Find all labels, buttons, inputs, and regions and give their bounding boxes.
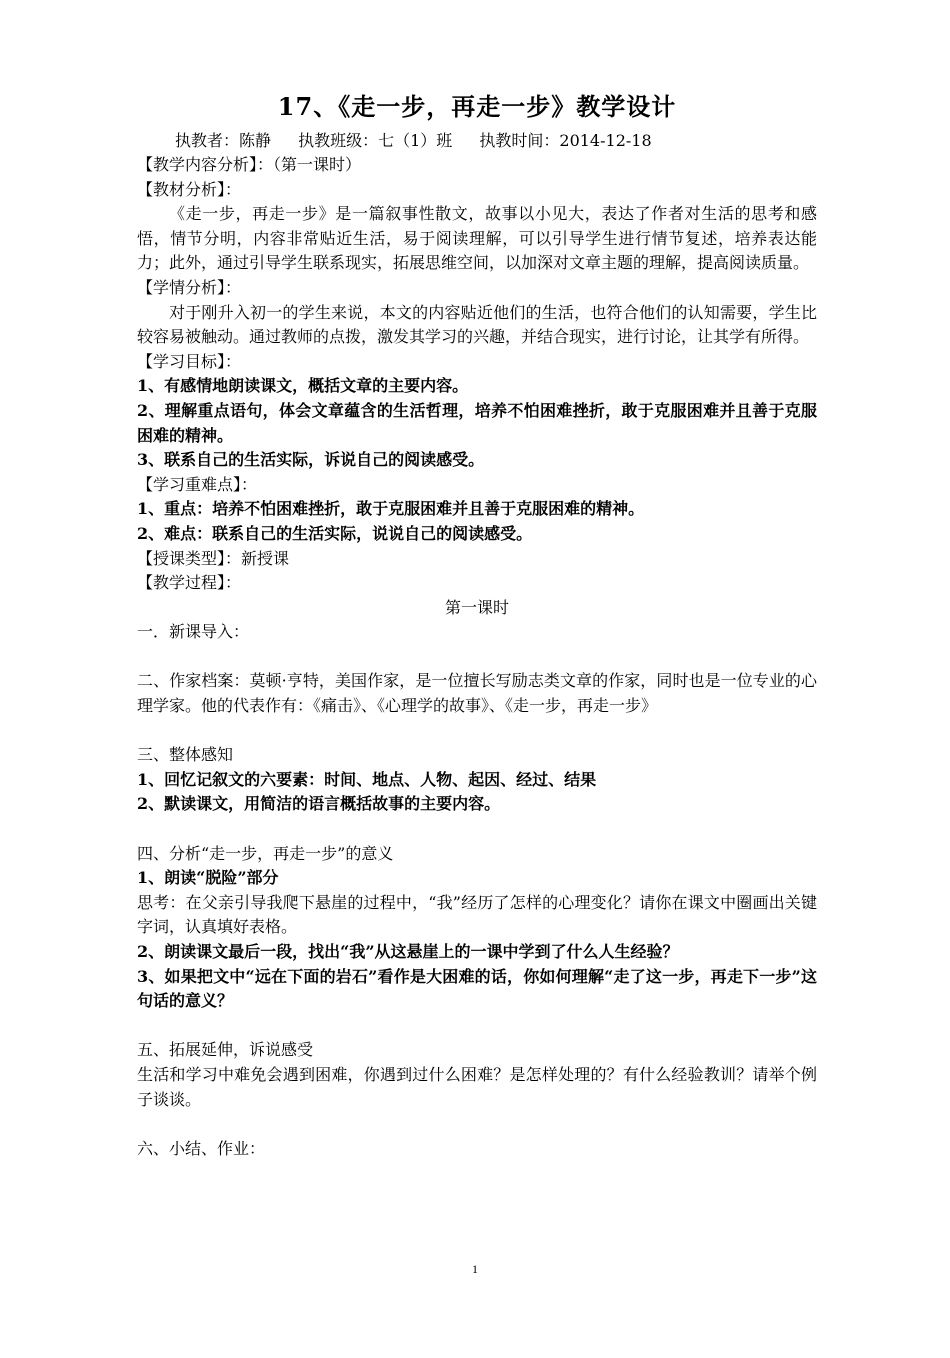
meaning-item: 3、如果把文中“远在下面的岩石”看作是大困难的话，你如何理解“走了这一步，再走下一步”这句话的意义？ xyxy=(137,966,817,1011)
page-number: 1 xyxy=(472,1262,478,1276)
teaching-process-heading: 【教学过程】： xyxy=(137,573,242,593)
period-heading: 第一课时 xyxy=(444,597,509,617)
section-extension-heading: 五、拓展延伸，诉说感受 xyxy=(137,1040,314,1060)
section-summary-heading: 六、小结、作业： xyxy=(137,1138,266,1158)
blank-line xyxy=(137,719,817,744)
blank-line xyxy=(137,817,817,842)
learning-goals-heading: 【学习目标】： xyxy=(137,351,242,371)
content-analysis-heading: 【教学内容分析】：（第一课时） xyxy=(137,155,362,174)
student-analysis-body: 对于刚升入初一的学生来说，本文的内容贴近他们的生活，也符合他们的认知需要，学生比较容易被触动。通过教师的点拨，激发其学习的兴趣，并结合现实，进行讨论，让其学有所得。 xyxy=(137,302,817,347)
key-points-heading: 【学习重难点】： xyxy=(137,474,258,494)
section-author-profile: 二、作家档案：莫顿·亨特，美国作家，是一位擅长写励志类文章的作家，同时也是一位专业的心理学家。他的代表作有：《痛击》、《心理学的故事》、《走一步，再走一步》 xyxy=(137,671,817,716)
textbook-analysis-heading: 【教材分析】： xyxy=(137,179,242,199)
key-point-item: 1、重点：培养不怕困难挫折，敢于克服困难并且善于克服困难的精神。 xyxy=(137,499,645,519)
learning-goal-item: 1、有感情地朗读课文，概括文章的主要内容。 xyxy=(137,376,469,396)
blank-line xyxy=(137,1014,817,1039)
class-info: 执教班级：七（1）班 xyxy=(298,131,453,150)
overall-item: 2、默读课文，用简洁的语言概括故事的主要内容。 xyxy=(137,794,501,814)
meaning-item: 思考：在父亲引导我爬下悬崖的过程中，“我”经历了怎样的心理变化？请你在课文中圈画出关键字词，认真填好表格。 xyxy=(137,892,817,937)
learning-goal-item: 2、理解重点语句，体会文章蕴含的生活哲理，培养不怕困难挫折，敢于克服困难并且善于克服困难的精神。 xyxy=(137,400,817,445)
meaning-item: 1、朗读“脱险”部分 xyxy=(137,868,279,888)
student-analysis-heading: 【学情分析】： xyxy=(137,277,242,297)
textbook-analysis-body: 《走一步，再走一步》是一篇叙事性散文，故事以小见大，表达了作者对生活的思考和感悟，情节分明，内容非常贴近生活，易于阅读理解，可以引导学生进行情节复述，培养表达能力；此外，通过引导学生联系现实，拓展思维空间，以加深对文章主题的理解，提高阅读质量。 xyxy=(137,204,817,273)
teacher-info: 执教者：陈静 xyxy=(175,131,272,150)
section-intro: 一．新课导入： xyxy=(137,622,250,642)
document-body xyxy=(137,90,817,1161)
section-overall-heading: 三、整体感知 xyxy=(137,745,234,765)
overall-item: 1、回忆记叙文的六要素：时间、地点、人物、起因、经过、结果 xyxy=(137,769,597,789)
time-info: 执教时间：2014-12-18 xyxy=(479,131,652,150)
lesson-type: 【授课类型】：新授课 xyxy=(137,548,290,568)
blank-line xyxy=(137,645,817,670)
key-point-item: 2、难点：联系自己的生活实际，说说自己的阅读感受。 xyxy=(137,523,533,543)
extension-body: 生活和学习中难免会遇到困难，你遇到过什么困难？是怎样处理的？有什么经验教训？请举个例子谈谈。 xyxy=(137,1064,817,1109)
section-meaning-heading: 四、分析“走一步，再走一步”的意义 xyxy=(137,843,394,863)
document-title: 17、《走一步，再走一步》教学设计 xyxy=(277,92,677,121)
blank-line xyxy=(137,1112,817,1137)
meaning-item: 2、朗读课文最后一段，找出“我”从这悬崖上的一课中学到了什么人生经验？ xyxy=(137,942,679,961)
learning-goal-item: 3、联系自己的生活实际，诉说自己的阅读感受。 xyxy=(137,450,485,470)
meta-line xyxy=(137,128,817,153)
